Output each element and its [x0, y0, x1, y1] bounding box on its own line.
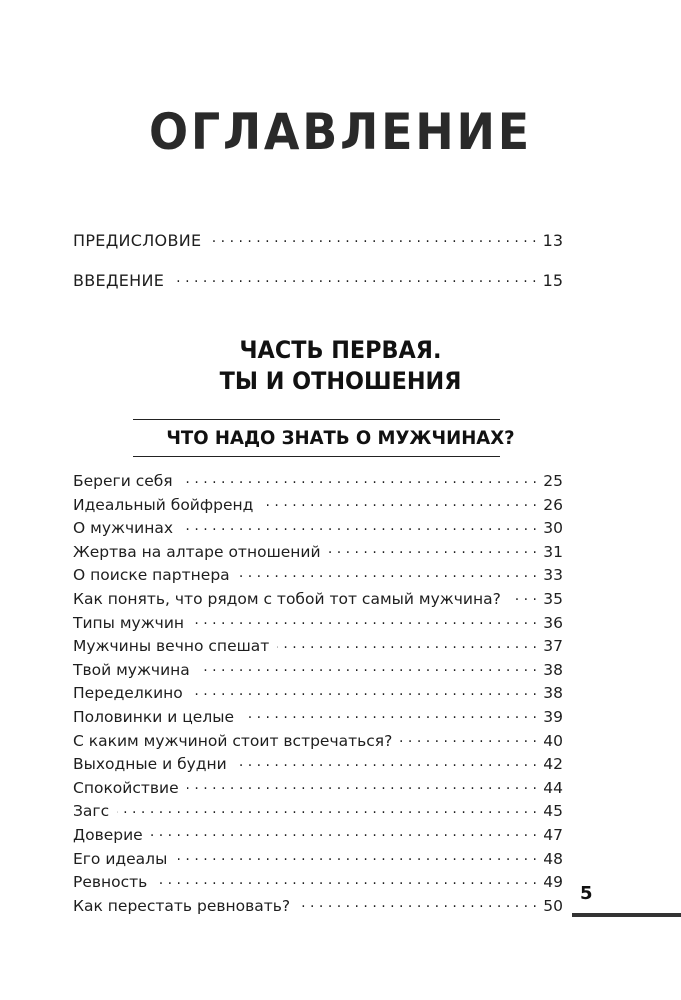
toc-entry[interactable] — [73, 588, 563, 612]
toc-entry-page: 40 — [543, 731, 563, 750]
toc-entry[interactable] — [73, 895, 563, 919]
dot-leader — [261, 494, 537, 510]
toc-entry-page: 15 — [542, 271, 563, 290]
dot-leader — [151, 824, 537, 840]
dot-leader — [242, 706, 537, 722]
dot-leader — [238, 565, 537, 581]
toc-entry-page: 35 — [543, 589, 563, 608]
toc-entry-page: 37 — [543, 637, 563, 656]
toc-entry[interactable] — [73, 777, 563, 801]
toc-entry-page: 38 — [543, 684, 563, 703]
toc-entry-label: Половинки и целые — [73, 707, 235, 726]
toc-entry-label: Доверие — [73, 825, 143, 844]
dot-leader — [117, 801, 537, 817]
toc-entry-label: ПРЕДИСЛОВИЕ — [73, 231, 202, 250]
part-heading-line-1: ЧАСТЬ ПЕРВАЯ. — [239, 336, 442, 364]
page-title: ОГЛАВЛЕНИЕ — [149, 103, 532, 161]
toc-entry-page: 36 — [543, 613, 563, 632]
toc-entry-label: Выходные и будни — [73, 755, 227, 774]
dot-leader — [235, 754, 537, 770]
toc-entry-label: Спокойствие — [73, 778, 179, 797]
toc-entry-page: 44 — [543, 778, 563, 797]
dot-leader — [192, 612, 537, 628]
toc-entry[interactable] — [73, 682, 563, 706]
toc-entry-page: 42 — [543, 755, 563, 774]
toc-entry-page: 50 — [543, 896, 563, 915]
toc-entry[interactable] — [73, 635, 563, 659]
page-number: 5 — [580, 883, 593, 904]
page-number-rule — [572, 913, 681, 917]
toc-entry[interactable] — [73, 517, 563, 541]
toc-entry[interactable] — [73, 494, 563, 518]
toc-entry-preface[interactable] — [73, 230, 563, 252]
toc-entry-page: 39 — [543, 707, 563, 726]
toc-entry-introduction[interactable] — [73, 270, 563, 292]
dot-leader — [277, 636, 537, 652]
toc-entry-label: Береги себя — [73, 472, 173, 490]
toc-entry-label: С каким мужчиной стоит встречаться? — [73, 731, 393, 750]
toc-entry-label: Как понять, что рядом с тобой тот самый мужчина? — [73, 589, 501, 608]
toc-entry-label: Как перестать ревновать? — [73, 896, 291, 915]
toc-entry-page: 49 — [543, 873, 563, 892]
dot-leader — [198, 659, 537, 675]
toc-entry-label: Переделкино — [73, 684, 183, 703]
toc-entry-label: О мужчинах — [73, 519, 173, 538]
toc-entry-label: Ревность — [73, 873, 148, 892]
toc-entry-label: О поиске партнера — [73, 566, 230, 585]
toc-entry-label: Его идеалы — [73, 849, 168, 868]
toc-entry-page: 30 — [543, 519, 563, 538]
toc-entry-page: 25 — [543, 472, 563, 490]
dot-leader — [191, 683, 537, 699]
toc-entry[interactable] — [73, 824, 563, 848]
toc-entry[interactable] — [73, 564, 563, 588]
toc-entry-page: 31 — [543, 542, 563, 561]
dot-leader — [329, 541, 537, 557]
toc-entry[interactable] — [73, 730, 563, 754]
dot-leader — [209, 230, 536, 246]
toc-entry[interactable] — [73, 800, 563, 824]
toc-entry-label: Мужчины вечно спешат — [73, 637, 270, 656]
dot-leader — [187, 777, 537, 793]
part-heading — [24, 335, 657, 397]
toc-entry-label: Загс — [73, 802, 110, 821]
dot-leader — [175, 848, 537, 864]
section-title: ЧТО НАДО ЗНАТЬ О МУЖЧИНАХ? — [166, 427, 515, 449]
toc-entry[interactable] — [73, 659, 563, 683]
toc-entry[interactable] — [73, 470, 563, 494]
dot-leader — [509, 588, 537, 604]
toc-entry-page: 38 — [543, 660, 563, 679]
toc-entry-page: 47 — [543, 825, 563, 844]
toc-entry-page: 13 — [542, 231, 563, 250]
toc-entry[interactable] — [73, 871, 563, 895]
toc-entry-page: 48 — [543, 849, 563, 868]
toc-entry-label: Твой мужчина — [73, 660, 190, 679]
toc-entry[interactable] — [73, 848, 563, 872]
toc-list — [73, 470, 563, 918]
dot-leader — [172, 270, 536, 286]
toc-entry-label: Идеальный бойфренд — [73, 495, 254, 514]
dot-leader — [298, 895, 537, 911]
toc-entry-page: 45 — [543, 802, 563, 821]
toc-entry[interactable] — [73, 753, 563, 777]
part-heading-line-2: ТЫ И ОТНОШЕНИЯ — [219, 367, 462, 395]
dot-leader — [155, 872, 537, 888]
toc-entry-page: 33 — [543, 566, 563, 585]
toc-entry-page: 26 — [543, 495, 563, 514]
toc-entry[interactable] — [73, 706, 563, 730]
toc-entry[interactable] — [73, 612, 563, 636]
toc-entry-label: Типы мужчин — [73, 613, 185, 632]
dot-leader — [400, 730, 537, 746]
dot-leader — [181, 471, 537, 487]
toc-entry-label: Жертва на алтаре отношений — [73, 542, 321, 561]
dot-leader — [181, 518, 537, 534]
toc-entry-label: ВВЕДЕНИЕ — [73, 271, 165, 290]
toc-entry[interactable] — [73, 541, 563, 565]
